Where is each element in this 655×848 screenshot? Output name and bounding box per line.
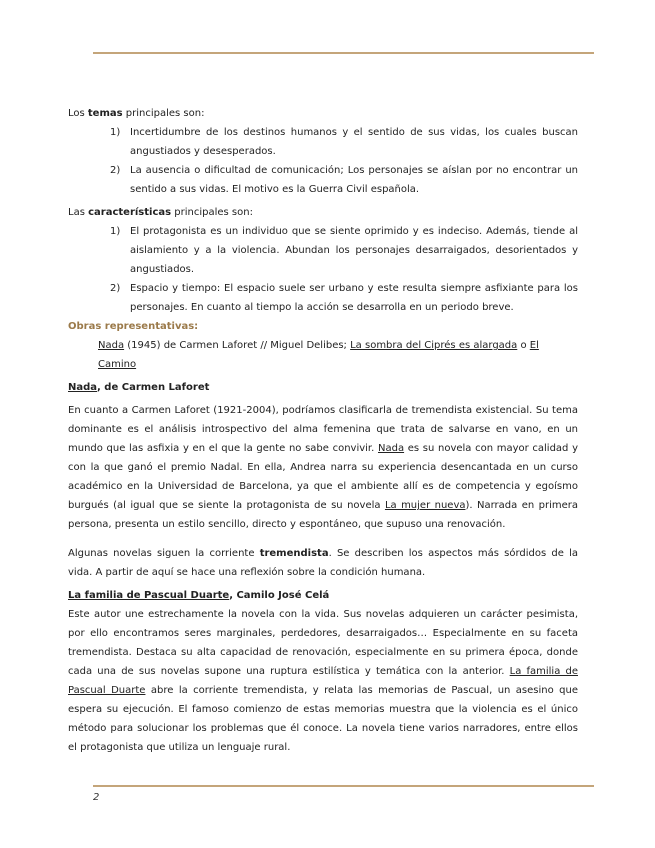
list-item [68,222,578,279]
nada-paragraph [68,401,578,534]
list-item [68,161,578,199]
temas-list [68,123,578,199]
camino-link[interactable]: El Camino [98,340,539,370]
nada-inline-link[interactable]: Nada [377,443,405,454]
pascual-text-1: Este autor une estrechamente la novela con la vida. Sus novelas adquieren un carácter pesimista, por ello encontramos seres marginales, perdedores, desarraigados… Especialmente en su faceta tremendista. Destaca su alta capacidad de renovación, especialmente en su primera época, donde cada una de sus novelas supone una ruptura estilística y temática con la anterior. [68,609,578,677]
temas-keyword: temas [87,108,123,119]
temas-intro [68,104,578,123]
obras-text-2: o [517,340,530,351]
nada-link[interactable]: Nada [98,340,125,351]
temas-intro-pre: Los [68,108,88,119]
caracteristicas-intro-pre: Las [68,207,89,218]
caracteristicas-list [68,222,578,317]
sombra-link[interactable]: La sombra del Ciprés es alargada [350,340,518,351]
list-text: La ausencia o dificultad de comunicación; Los personajes se aíslan por no encontrar un sentido a sus vidas. El motivo es la Guerra Civil española. [130,165,578,195]
list-number: 2) [110,165,121,176]
tremendismo-post: . Se describen los aspectos más sórdidos de la vida. A partir de aquí se hace una reflexión sobre la condición humana. [68,548,578,578]
nada-section-title [68,378,578,397]
list-number: 2) [110,283,121,294]
obras-text-1: (1945) de Carmen Laforet // Miguel Delibes; [124,340,351,351]
header-rule [93,52,594,54]
pascual-section-title [68,586,578,605]
footer-rule [93,785,594,787]
list-item [68,279,578,317]
page-number: 2 [93,792,100,803]
temas-intro-post: principales son: [122,108,205,119]
caracteristicas-intro [68,203,578,222]
obras-heading: Obras representativas: [68,321,199,332]
caracteristicas-intro-post: principales son: [171,207,253,218]
list-number: 1) [110,226,121,237]
pascual-text-2: abre la corriente tremendista, y relata las memorias de Pascual, un asesino que espera su ejecución. El famoso comienzo de estas memorias muestra que la violencia es el único método para solucionar los problemas que él conoce. La novela tiene varios narradores, entre ellos el protagonista que utiliza un lenguaje rural. [68,685,578,753]
spacer [68,534,578,544]
document-body [68,104,578,757]
pascual-title-link[interactable]: La familia de Pascual Duarte [68,590,230,601]
nada-title-link[interactable]: Nada [68,382,98,393]
obras-line [68,336,578,374]
pascual-title-rest: , Camilo José Celá [229,590,330,601]
pascual-paragraph [68,605,578,757]
list-number: 1) [110,127,121,138]
list-text: El protagonista es un individuo que se siente oprimido y es indeciso. Además, tiende al aislamiento y a la violencia. Abundan los personajes desarraigados, desorientados y angustiados. [130,226,578,275]
list-item [68,123,578,161]
pascual-inline-link[interactable]: La familia de Pascual Duarte [68,666,578,696]
tremendismo-pre: Algunas novelas siguen la corriente [68,548,260,559]
list-text: Incertidumbre de los destinos humanos y el sentido de sus vidas, los cuales buscan angustiados y desesperados. [130,127,578,157]
list-text: Espacio y tiempo: El espacio suele ser urbano y este resulta siempre asfixiante para los personajes. En cuanto al tiempo la acción se desarrolla en un periodo breve. [130,283,578,313]
tremendismo-keyword: tremendista [259,548,329,559]
tremendismo-paragraph [68,544,578,582]
nada-text-1: En cuanto a Carmen Laforet (1921-2004), podríamos clasificarla de tremendista existencial. Su tema dominante es el análisis introspectivo del alma femenina que trata de salvarse en vano, en un mundo que las asfixia y en el que la gente no sabe convivir. [68,405,578,454]
mujer-nueva-link[interactable]: La mujer nueva [384,500,466,511]
nada-title-rest: , de Carmen Laforet [97,382,210,393]
nada-text-3: ). Narrada en primera persona, presenta un estilo sencillo, directo y espontáneo, que supuso una renovación. [68,500,578,530]
caracteristicas-keyword: características [88,207,172,218]
nada-text-2: es su novela con mayor calidad y con la que ganó el premio Nadal. En ella, Andrea narra su experiencia desencantada en un curso académico en la Universidad de Barcelona, ya que el ambiente allí es de competencia y egoísmo burgués (al igual que se siente la protagonista de su novela [68,443,578,511]
